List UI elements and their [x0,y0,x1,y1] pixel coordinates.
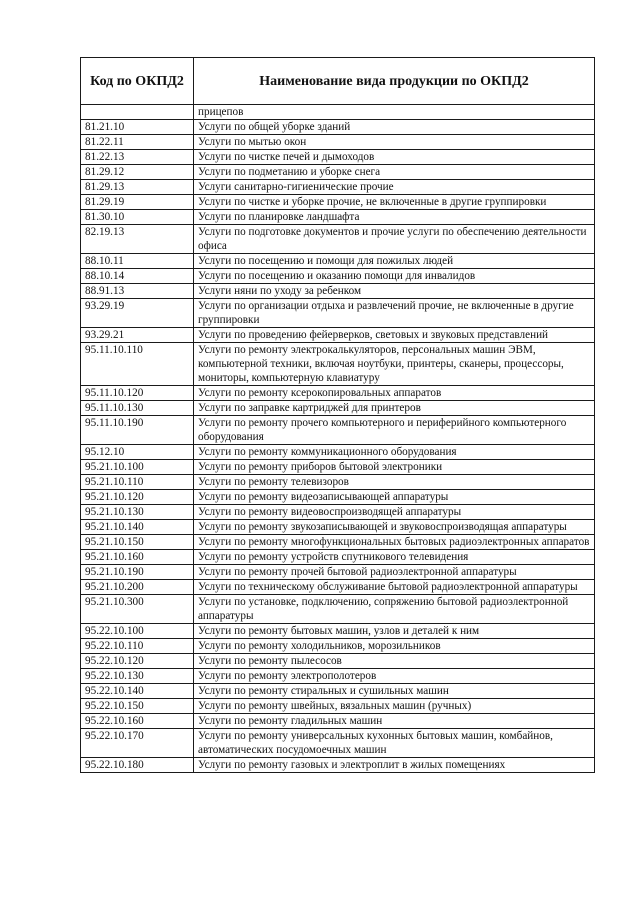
product-name-cell: Услуги по ремонту видеовоспроизводящей аппаратуры [194,505,595,520]
product-name-cell: Услуги по подготовке документов и прочие услуги по обеспечению деятельности офиса [194,225,595,254]
table-row [81,475,595,490]
product-name-cell: Услуги по заправке картриджей для принтеров [194,401,595,416]
product-name-cell: Услуги по ремонту универсальных кухонных бытовых машин, комбайнов, автоматических посудомоечных машин [194,729,595,758]
table-row [81,225,595,254]
okpd-code-cell: 88.10.11 [81,254,194,269]
okpd-table [80,57,595,773]
okpd-code-cell: 95.11.10.190 [81,416,194,445]
table-row [81,254,595,269]
product-name-cell: Услуги няни по уходу за ребенком [194,284,595,299]
table-row [81,699,595,714]
okpd-code-cell: 95.22.10.130 [81,669,194,684]
okpd-code-cell: 95.22.10.180 [81,758,194,773]
product-name-cell: Услуги по ремонту устройств спутникового телевидения [194,550,595,565]
product-name-cell: Услуги по подметанию и уборке снега [194,165,595,180]
okpd-code-cell: 95.22.10.120 [81,654,194,669]
table-row [81,105,595,120]
okpd-code-cell: 95.21.10.120 [81,490,194,505]
header-code: Код по ОКПД2 [81,58,194,105]
product-name-cell: Услуги по ремонту гладильных машин [194,714,595,729]
okpd-code-cell: 93.29.19 [81,299,194,328]
okpd-code-cell: 81.29.19 [81,195,194,210]
okpd-code-cell: 95.22.10.110 [81,639,194,654]
okpd-code-cell: 81.29.13 [81,180,194,195]
okpd-code-cell: 88.10.14 [81,269,194,284]
product-name-cell: прицепов [194,105,595,120]
okpd-code-cell: 95.22.10.150 [81,699,194,714]
table-row [81,386,595,401]
product-name-cell: Услуги по ремонту прочей бытовой радиоэлектронной аппаратуры [194,565,595,580]
product-name-cell: Услуги по техническому обслуживание бытовой радиоэлектронной аппаратуры [194,580,595,595]
table-row [81,343,595,386]
table-row [81,180,595,195]
product-name-cell: Услуги по проведению фейерверков, световых и звуковых представлений [194,328,595,343]
okpd-code-cell: 95.22.10.160 [81,714,194,729]
okpd-code-cell: 95.21.10.130 [81,505,194,520]
product-name-cell: Услуги по установке, подключению, сопряжению бытовой радиоэлектронной аппаратуры [194,595,595,624]
product-name-cell: Услуги по мытью окон [194,135,595,150]
table-row [81,445,595,460]
table-row [81,669,595,684]
table-row [81,758,595,773]
table-row [81,416,595,445]
table-row [81,624,595,639]
table-row [81,299,595,328]
table-row [81,520,595,535]
table-row [81,535,595,550]
okpd-code-cell: 95.21.10.200 [81,580,194,595]
table-row [81,135,595,150]
product-name-cell: Услуги по ремонту многофункциональных бытовых радиоэлектронных аппаратов [194,535,595,550]
okpd-code-cell: 95.21.10.160 [81,550,194,565]
okpd-code-cell: 81.29.12 [81,165,194,180]
okpd-code-cell: 95.21.10.140 [81,520,194,535]
product-name-cell: Услуги по посещению и оказанию помощи для инвалидов [194,269,595,284]
table-row [81,269,595,284]
okpd-code-cell: 95.21.10.190 [81,565,194,580]
product-name-cell: Услуги по ремонту приборов бытовой электроники [194,460,595,475]
product-name-cell: Услуги по ремонту холодильников, морозильников [194,639,595,654]
table-row [81,284,595,299]
okpd-code-cell: 81.22.13 [81,150,194,165]
product-name-cell: Услуги по ремонту ксерокопировальных аппаратов [194,386,595,401]
product-name-cell: Услуги по ремонту стиральных и сушильных машин [194,684,595,699]
okpd-code-cell: 95.11.10.120 [81,386,194,401]
table-row [81,210,595,225]
okpd-code-cell: 95.12.10 [81,445,194,460]
okpd-code-cell: 95.21.10.300 [81,595,194,624]
product-name-cell: Услуги по организации отдыха и развлечений прочие, не включенные в другие группировки [194,299,595,328]
product-name-cell: Услуги по ремонту электрокалькуляторов, персональных машин ЭВМ, компьютерной техники, включая ноутбуки, принтеры, сканеры, процессоры, мониторы, компьютерную клавиатуру [194,343,595,386]
table-row [81,328,595,343]
product-name-cell: Услуги по ремонту звукозаписывающей и звуковоспроизводящая аппаратуры [194,520,595,535]
table-row [81,684,595,699]
okpd-code-cell: 95.21.10.110 [81,475,194,490]
product-name-cell: Услуги по ремонту коммуникационного оборудования [194,445,595,460]
table-row [81,505,595,520]
table-row [81,401,595,416]
product-name-cell: Услуги по ремонту бытовых машин, узлов и деталей к ним [194,624,595,639]
okpd-code-cell: 95.22.10.140 [81,684,194,699]
table-row [81,639,595,654]
product-name-cell: Услуги по ремонту пылесосов [194,654,595,669]
okpd-code-cell: 81.30.10 [81,210,194,225]
product-name-cell: Услуги по ремонту газовых и электроплит в жилых помещениях [194,758,595,773]
okpd-code-cell [81,105,194,120]
okpd-code-cell: 95.21.10.150 [81,535,194,550]
product-name-cell: Услуги по ремонту прочего компьютерного и периферийного компьютерного оборудования [194,416,595,445]
okpd-code-cell: 95.22.10.100 [81,624,194,639]
table-row [81,165,595,180]
table-row [81,120,595,135]
product-name-cell: Услуги по ремонту швейных, вязальных машин (ручных) [194,699,595,714]
product-name-cell: Услуги по ремонту телевизоров [194,475,595,490]
okpd-code-cell: 88.91.13 [81,284,194,299]
table-row [81,654,595,669]
product-name-cell: Услуги по ремонту видеозаписывающей аппаратуры [194,490,595,505]
okpd-code-cell: 93.29.21 [81,328,194,343]
table-row [81,150,595,165]
table-row [81,565,595,580]
table-header-row [81,58,595,105]
table-row [81,550,595,565]
okpd-code-cell: 95.11.10.110 [81,343,194,386]
product-name-cell: Услуги санитарно-гигиенические прочие [194,180,595,195]
product-name-cell: Услуги по планировке ландшафта [194,210,595,225]
okpd-code-cell: 81.22.11 [81,135,194,150]
product-name-cell: Услуги по посещению и помощи для пожилых людей [194,254,595,269]
table-row [81,714,595,729]
product-name-cell: Услуги по чистке и уборке прочие, не включенные в другие группировки [194,195,595,210]
okpd-code-cell: 82.19.13 [81,225,194,254]
okpd-code-cell: 81.21.10 [81,120,194,135]
okpd-code-cell: 95.22.10.170 [81,729,194,758]
table-row [81,490,595,505]
product-name-cell: Услуги по чистке печей и дымоходов [194,150,595,165]
table-row [81,580,595,595]
table-row [81,460,595,475]
table-row [81,595,595,624]
okpd-code-cell: 95.21.10.100 [81,460,194,475]
product-name-cell: Услуги по общей уборке зданий [194,120,595,135]
header-name: Наименование вида продукции по ОКПД2 [194,58,595,105]
table-row [81,195,595,210]
okpd-code-cell: 95.11.10.130 [81,401,194,416]
table-body [81,105,595,773]
table-row [81,729,595,758]
product-name-cell: Услуги по ремонту электрополотеров [194,669,595,684]
